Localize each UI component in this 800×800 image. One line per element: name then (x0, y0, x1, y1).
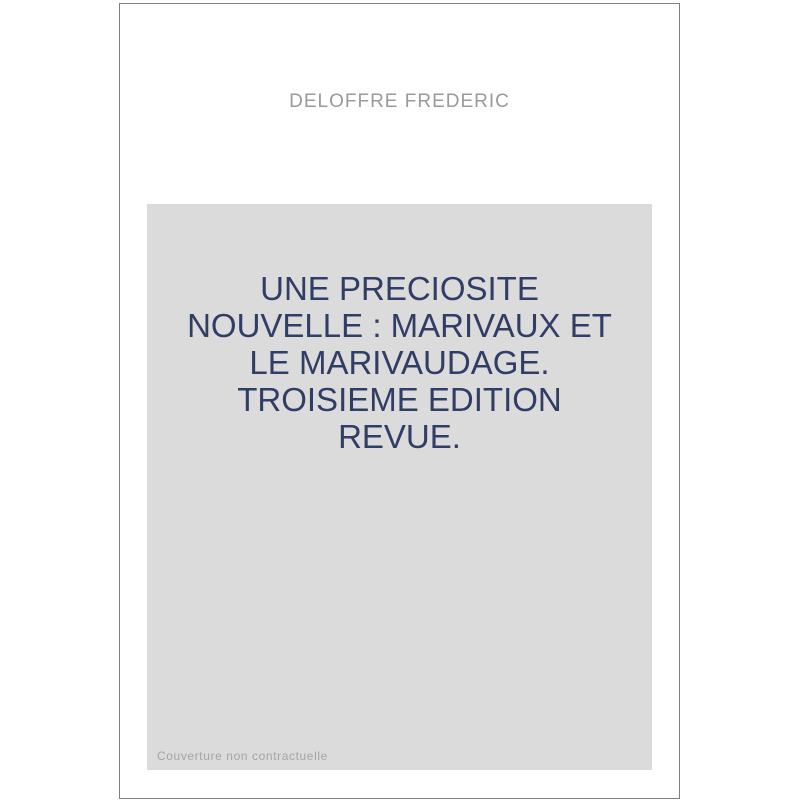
book-title-line: REVUE. (338, 418, 461, 455)
book-cover (119, 3, 680, 799)
book-title (147, 270, 652, 455)
cover-disclaimer: Couverture non contractuelle (157, 749, 328, 763)
title-panel (147, 204, 652, 770)
book-title-line: NOUVELLE : MARIVAUX ET (187, 307, 612, 344)
book-title-line: LE MARIVAUDAGE. (249, 344, 550, 381)
book-title-line: TROISIEME EDITION (237, 381, 562, 418)
book-title-line: UNE PRECIOSITE (260, 270, 539, 307)
author-name: DELOFFRE FREDERIC (289, 91, 510, 112)
